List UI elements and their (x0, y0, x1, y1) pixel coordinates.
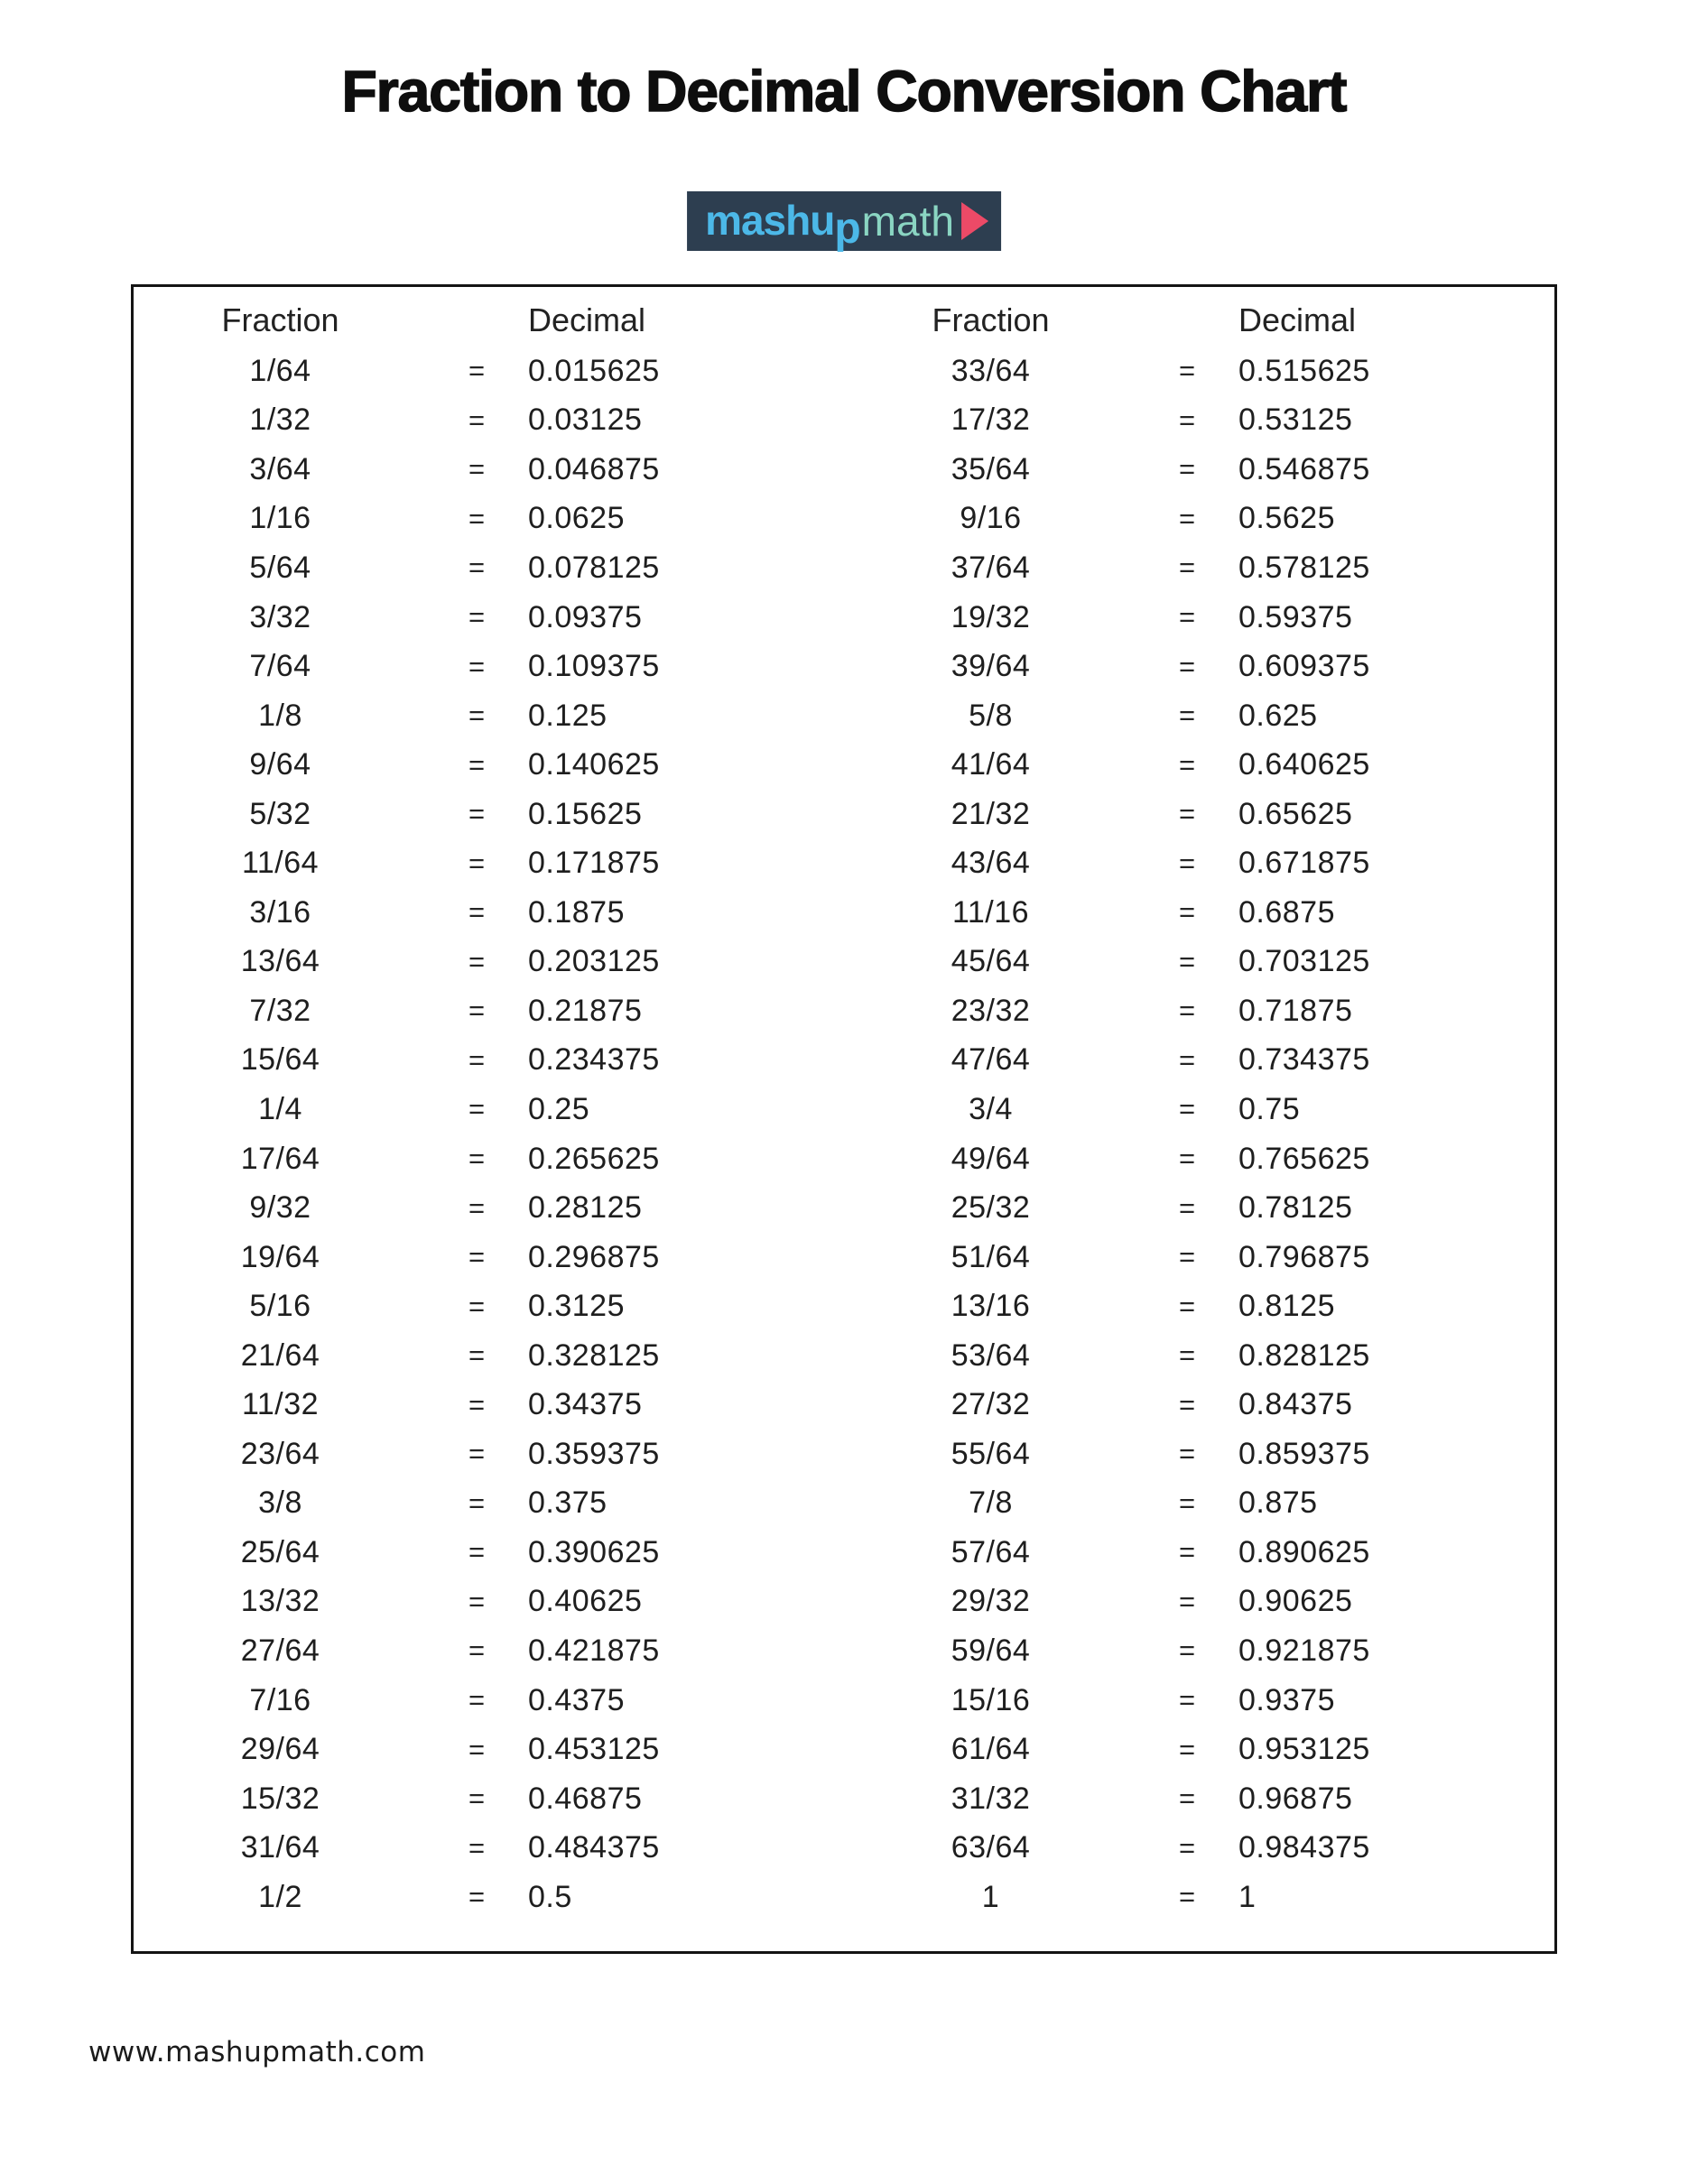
table-row (844, 740, 1554, 790)
equals-sign: = (1178, 995, 1196, 1027)
decimal-value: 0.171875 (528, 846, 660, 881)
table-row (844, 347, 1554, 396)
fraction-value: 1/32 (249, 403, 311, 438)
table-row (844, 593, 1554, 643)
table-row (134, 495, 844, 544)
decimal-value: 0.328125 (528, 1337, 660, 1373)
fraction-value: 17/32 (951, 403, 1031, 438)
decimal-value: 0.59375 (1238, 599, 1353, 634)
logo-mashup-p: p (834, 205, 860, 253)
equals-sign: = (468, 1290, 486, 1322)
decimal-value: 0.96875 (1238, 1781, 1353, 1816)
fraction-value: 45/64 (951, 944, 1031, 979)
equals-sign: = (468, 650, 486, 682)
fraction-column-header: Fraction (932, 301, 1050, 338)
fraction-value: 21/32 (951, 796, 1031, 831)
fraction-value: 49/64 (951, 1141, 1031, 1176)
table-row (844, 1380, 1554, 1430)
decimal-value: 0.90625 (1238, 1584, 1353, 1619)
decimal-value: 0.359375 (528, 1436, 660, 1471)
fraction-value: 13/64 (240, 944, 320, 979)
table-half-left (134, 294, 844, 1951)
table-row (844, 495, 1554, 544)
equals-sign: = (468, 1881, 486, 1913)
decimal-value: 0.65625 (1238, 796, 1353, 831)
decimal-value: 0.78125 (1238, 1190, 1353, 1226)
table-row (134, 1823, 844, 1873)
equals-sign: = (1178, 748, 1196, 781)
decimal-value: 0.21875 (528, 993, 643, 1028)
equals-sign: = (1178, 1634, 1196, 1667)
fraction-value: 33/64 (951, 353, 1031, 388)
table-row (844, 642, 1554, 691)
equals-sign: = (468, 896, 486, 929)
table-row (134, 1233, 844, 1282)
decimal-value: 0.390625 (528, 1534, 660, 1569)
table-row (844, 1331, 1554, 1381)
decimal-value: 1 (1238, 1879, 1257, 1914)
decimal-value: 0.265625 (528, 1141, 660, 1176)
table-row (844, 1183, 1554, 1233)
equals-sign: = (468, 1684, 486, 1717)
equals-sign: = (468, 1191, 486, 1224)
fraction-value: 19/32 (951, 599, 1031, 634)
table-row (134, 790, 844, 839)
equals-sign: = (468, 1585, 486, 1617)
table-row (134, 1626, 844, 1676)
fraction-value: 37/64 (951, 550, 1031, 585)
equals-sign: = (468, 1093, 486, 1125)
fraction-value: 15/64 (240, 1042, 320, 1078)
page-title: Fraction to Decimal Conversion Chart (341, 59, 1347, 124)
fraction-value: 39/64 (951, 649, 1031, 684)
table-row (844, 838, 1554, 888)
table-row (134, 1331, 844, 1381)
decimal-value: 0.203125 (528, 944, 660, 979)
decimal-value: 0.421875 (528, 1633, 660, 1668)
equals-sign: = (468, 699, 486, 732)
table-row (844, 543, 1554, 593)
fraction-value: 3/64 (249, 451, 311, 486)
decimal-value: 0.5625 (1238, 501, 1335, 536)
decimal-column-header: Decimal (1238, 301, 1357, 338)
fraction-value: 57/64 (951, 1534, 1031, 1569)
table-row (844, 790, 1554, 839)
fraction-value: 3/16 (249, 894, 311, 930)
fraction-value: 27/64 (240, 1633, 320, 1668)
fraction-value: 41/64 (951, 747, 1031, 782)
table-row (134, 1430, 844, 1479)
equals-sign: = (468, 945, 486, 977)
equals-sign: = (468, 748, 486, 781)
fraction-value: 9/16 (960, 501, 1022, 536)
fraction-value: 29/64 (240, 1732, 320, 1767)
decimal-value: 0.46875 (528, 1781, 643, 1816)
equals-sign: = (1178, 1486, 1196, 1519)
equals-sign: = (1178, 355, 1196, 387)
table-row (134, 1528, 844, 1578)
fraction-value: 15/16 (951, 1682, 1031, 1717)
table-row (844, 445, 1554, 495)
fraction-value: 13/32 (240, 1584, 320, 1619)
table-row (844, 1676, 1554, 1726)
fraction-column-header: Fraction (221, 301, 339, 338)
fraction-value: 1/4 (258, 1091, 302, 1126)
table-rows-right (844, 347, 1554, 1922)
fraction-value: 7/64 (249, 649, 311, 684)
equals-sign: = (468, 1388, 486, 1421)
fraction-value: 43/64 (951, 846, 1031, 881)
equals-sign: = (1178, 403, 1196, 436)
decimal-value: 0.921875 (1238, 1633, 1370, 1668)
logo-mashup-text (705, 197, 860, 253)
decimal-value: 0.15625 (528, 796, 643, 831)
fraction-value: 7/8 (969, 1485, 1013, 1521)
equals-sign: = (468, 1043, 486, 1076)
fraction-value: 29/32 (951, 1584, 1031, 1619)
table-row (844, 1430, 1554, 1479)
decimal-value: 0.875 (1238, 1485, 1318, 1521)
table-row (134, 888, 844, 938)
decimal-value: 0.640625 (1238, 747, 1370, 782)
table-row (134, 1479, 844, 1529)
decimal-value: 0.28125 (528, 1190, 643, 1226)
table-row (134, 347, 844, 396)
fraction-value: 25/32 (951, 1190, 1031, 1226)
equals-sign: = (1178, 1585, 1196, 1617)
decimal-value: 0.859375 (1238, 1436, 1370, 1471)
decimal-value: 0.890625 (1238, 1534, 1370, 1569)
decimal-value: 0.015625 (528, 353, 660, 388)
decimal-column-header: Decimal (528, 301, 646, 338)
decimal-value: 0.71875 (1238, 993, 1353, 1028)
table-header-right (844, 294, 1554, 347)
decimal-value: 0.953125 (1238, 1732, 1370, 1767)
table-row (844, 1774, 1554, 1824)
equals-sign: = (468, 403, 486, 436)
equals-sign: = (1178, 1093, 1196, 1125)
equals-sign: = (468, 1438, 486, 1470)
table-header-left (134, 294, 844, 347)
fraction-value: 3/8 (258, 1485, 302, 1521)
table-row (844, 396, 1554, 446)
decimal-value: 0.796875 (1238, 1239, 1370, 1274)
table-row (134, 445, 844, 495)
equals-sign: = (468, 601, 486, 633)
equals-sign: = (468, 1831, 486, 1864)
equals-sign: = (1178, 601, 1196, 633)
equals-sign: = (1178, 1143, 1196, 1175)
decimal-value: 0.40625 (528, 1584, 643, 1619)
decimal-value: 0.703125 (1238, 944, 1370, 979)
decimal-value: 0.046875 (528, 451, 660, 486)
table-row (134, 1774, 844, 1824)
table-row (844, 1134, 1554, 1184)
mashupmath-logo (687, 191, 1001, 251)
table-row (134, 642, 844, 691)
table-row (844, 1528, 1554, 1578)
decimal-value: 0.53125 (1238, 403, 1353, 438)
decimal-value: 0.515625 (1238, 353, 1370, 388)
decimal-value: 0.734375 (1238, 1042, 1370, 1078)
table-rows-left (134, 347, 844, 1922)
fraction-value: 5/64 (249, 550, 311, 585)
equals-sign: = (1178, 1241, 1196, 1273)
table-row (134, 740, 844, 790)
fraction-value: 13/16 (951, 1289, 1031, 1324)
equals-sign: = (468, 1634, 486, 1667)
decimal-value: 0.765625 (1238, 1141, 1370, 1176)
table-row (134, 543, 844, 593)
decimal-value: 0.3125 (528, 1289, 625, 1324)
decimal-value: 0.9375 (1238, 1682, 1335, 1717)
table-row (134, 1036, 844, 1086)
fraction-value: 23/32 (951, 993, 1031, 1028)
fraction-value: 1/16 (249, 501, 311, 536)
equals-sign: = (468, 1733, 486, 1765)
fraction-value: 7/16 (249, 1682, 311, 1717)
equals-sign: = (1178, 1536, 1196, 1569)
equals-sign: = (1178, 1191, 1196, 1224)
decimal-value: 0.125 (528, 698, 607, 733)
equals-sign: = (468, 551, 486, 584)
equals-sign: = (468, 1241, 486, 1273)
equals-sign: = (468, 355, 486, 387)
equals-sign: = (1178, 847, 1196, 879)
fraction-value: 59/64 (951, 1633, 1031, 1668)
table-row (844, 986, 1554, 1036)
fraction-value: 1/64 (249, 353, 311, 388)
table-row (844, 1823, 1554, 1873)
table-row (134, 1183, 844, 1233)
equals-sign: = (468, 847, 486, 879)
decimal-value: 0.5 (528, 1879, 572, 1914)
table-row (844, 1085, 1554, 1134)
fraction-value: 1/2 (258, 1879, 302, 1914)
table-row (134, 1873, 844, 1922)
fraction-value: 53/64 (951, 1337, 1031, 1373)
fraction-value: 51/64 (951, 1239, 1031, 1274)
play-icon (961, 202, 988, 240)
decimal-value: 0.078125 (528, 550, 660, 585)
equals-sign: = (1178, 798, 1196, 830)
table-row (134, 838, 844, 888)
decimal-value: 0.578125 (1238, 550, 1370, 585)
table-row (134, 938, 844, 987)
fraction-value: 21/64 (240, 1337, 320, 1373)
fraction-value: 11/64 (241, 846, 320, 881)
table-row (844, 1578, 1554, 1627)
footer-url: www.mashupmath.com (88, 2036, 426, 2068)
equals-sign: = (1178, 1388, 1196, 1421)
equals-sign: = (1178, 1881, 1196, 1913)
equals-sign: = (468, 995, 486, 1027)
fraction-value: 1 (981, 1879, 1000, 1914)
equals-sign: = (1178, 699, 1196, 732)
equals-sign: = (468, 502, 486, 534)
table-row (844, 1036, 1554, 1086)
fraction-value: 5/8 (969, 698, 1013, 733)
decimal-value: 0.375 (528, 1485, 607, 1521)
fraction-value: 25/64 (240, 1534, 320, 1569)
fraction-value: 17/64 (240, 1141, 320, 1176)
decimal-value: 0.625 (1238, 698, 1318, 733)
logo-mashup-head: mashu (705, 197, 835, 244)
decimal-value: 0.4375 (528, 1682, 625, 1717)
decimal-value: 0.0625 (528, 501, 625, 536)
table-row (134, 1578, 844, 1627)
decimal-value: 0.671875 (1238, 846, 1370, 881)
equals-sign: = (1178, 945, 1196, 977)
fraction-value: 9/32 (249, 1190, 311, 1226)
equals-sign: = (1178, 1339, 1196, 1372)
table-row (844, 1282, 1554, 1331)
fraction-value: 55/64 (951, 1436, 1031, 1471)
equals-sign: = (1178, 1438, 1196, 1470)
equals-sign: = (1178, 1684, 1196, 1717)
equals-sign: = (468, 798, 486, 830)
fraction-value: 3/32 (249, 599, 311, 634)
decimal-value: 0.8125 (1238, 1289, 1335, 1324)
table-row (844, 1479, 1554, 1529)
decimal-value: 0.03125 (528, 403, 643, 438)
table-row (134, 1676, 844, 1726)
fraction-value: 35/64 (951, 451, 1031, 486)
table-row (844, 888, 1554, 938)
table-row (844, 1873, 1554, 1922)
decimal-value: 0.1875 (528, 894, 625, 930)
equals-sign: = (468, 1486, 486, 1519)
fraction-value: 31/64 (240, 1830, 320, 1865)
table-row (134, 1282, 844, 1331)
fraction-value: 23/64 (240, 1436, 320, 1471)
equals-sign: = (1178, 453, 1196, 486)
table-row (134, 396, 844, 446)
table-half-right (844, 294, 1554, 1951)
equals-sign: = (1178, 1733, 1196, 1765)
decimal-value: 0.609375 (1238, 649, 1370, 684)
fraction-value: 31/32 (951, 1781, 1031, 1816)
equals-sign: = (468, 1339, 486, 1372)
decimal-value: 0.546875 (1238, 451, 1370, 486)
equals-sign: = (468, 1536, 486, 1569)
equals-sign: = (468, 1782, 486, 1815)
decimal-value: 0.25 (528, 1091, 590, 1126)
equals-sign: = (468, 453, 486, 486)
fraction-value: 19/64 (240, 1239, 320, 1274)
fraction-value: 9/64 (249, 747, 311, 782)
fraction-value: 5/16 (249, 1289, 311, 1324)
decimal-value: 0.34375 (528, 1387, 643, 1422)
table-row (844, 691, 1554, 741)
equals-sign: = (1178, 1043, 1196, 1076)
table-row (134, 691, 844, 741)
fraction-value: 1/8 (258, 698, 302, 733)
table-row (134, 1134, 844, 1184)
decimal-value: 0.828125 (1238, 1337, 1370, 1373)
fraction-value: 15/32 (240, 1781, 320, 1816)
equals-sign: = (1178, 1290, 1196, 1322)
table-row (134, 1380, 844, 1430)
fraction-value: 11/16 (951, 894, 1030, 930)
decimal-value: 0.453125 (528, 1732, 660, 1767)
logo-math-text: math (861, 198, 954, 245)
equals-sign: = (1178, 502, 1196, 534)
decimal-value: 0.09375 (528, 599, 643, 634)
fraction-value: 61/64 (951, 1732, 1031, 1767)
table-row (134, 986, 844, 1036)
fraction-value: 7/32 (249, 993, 311, 1028)
fraction-value: 3/4 (969, 1091, 1013, 1126)
equals-sign: = (1178, 1831, 1196, 1864)
decimal-value: 0.6875 (1238, 894, 1335, 930)
decimal-value: 0.140625 (528, 747, 660, 782)
equals-sign: = (1178, 551, 1196, 584)
fraction-value: 27/32 (951, 1387, 1031, 1422)
table-row (844, 938, 1554, 987)
equals-sign: = (1178, 650, 1196, 682)
fraction-value: 5/32 (249, 796, 311, 831)
decimal-value: 0.484375 (528, 1830, 660, 1865)
decimal-value: 0.75 (1238, 1091, 1301, 1126)
table-row (134, 1085, 844, 1134)
table-row (844, 1233, 1554, 1282)
fraction-value: 11/32 (241, 1387, 320, 1422)
fraction-value: 63/64 (951, 1830, 1031, 1865)
decimal-value: 0.234375 (528, 1042, 660, 1078)
decimal-value: 0.984375 (1238, 1830, 1370, 1865)
conversion-table (131, 284, 1557, 1954)
equals-sign: = (1178, 896, 1196, 929)
table-row (844, 1725, 1554, 1774)
table-row (134, 593, 844, 643)
table-row (134, 1725, 844, 1774)
equals-sign: = (1178, 1782, 1196, 1815)
decimal-value: 0.296875 (528, 1239, 660, 1274)
table-row (844, 1626, 1554, 1676)
fraction-value: 47/64 (951, 1042, 1031, 1078)
equals-sign: = (468, 1143, 486, 1175)
decimal-value: 0.109375 (528, 649, 660, 684)
decimal-value: 0.84375 (1238, 1387, 1353, 1422)
